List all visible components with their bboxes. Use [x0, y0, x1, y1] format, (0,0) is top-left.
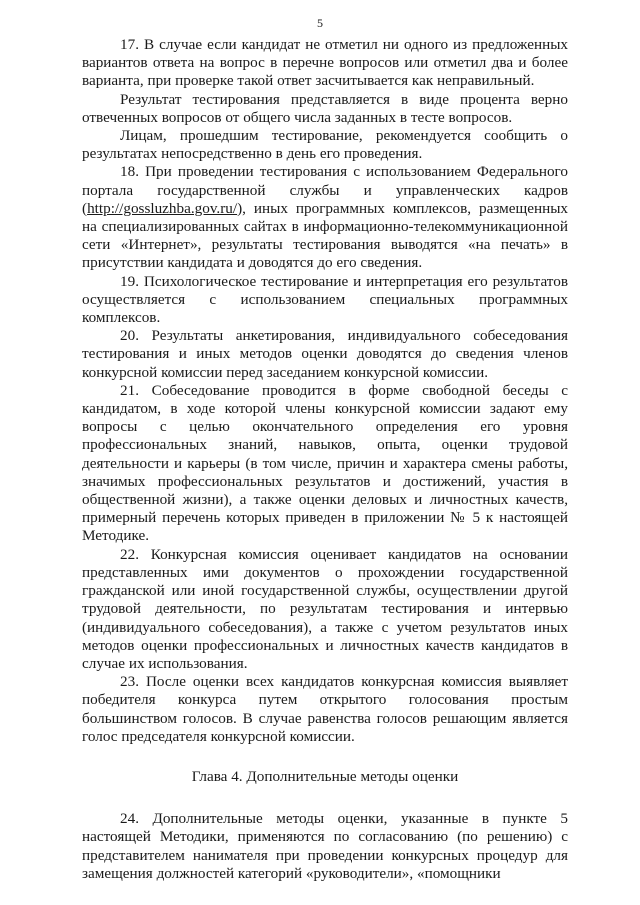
chapter-heading: Глава 4. Дополнительные методы оценки: [191, 767, 459, 785]
paragraph-18-text-start: 18. При проведении тестирования с использованием Федерального портала государственной службы и управленческих кадров (: [82, 163, 568, 217]
paragraph-23: 23. После оценки всех кандидатов конкурсная комиссия выявляет победителя конкурса путем открытого голосования простым большинством голосов. В случае равенства голосов решающим является голос председателя конкурсной комиссии.: [82, 673, 568, 745]
paragraph-21: 21. Собеседование проводится в форме свободной беседы с кандидатом, в ходе которой члены конкурсной комиссии задают ему вопросы с целью окончательного определения его уровня профессиональных знаний, навыков, опыта, оценки трудовой деятельности и карьеры (в том числе, причин и характера смены работы, значимых профессиональных результатов и достижений, участия в общественной жизни), а также оценки деловых и личностных качеств, примерный перечень которых приведен в приложении № 5 к настоящей Методике.: [82, 381, 568, 545]
paragraph-17: 17. В случае если кандидат не отметил ни одного из предложенных вариантов ответа на вопрос в перечне вопросов или отметил два и более варианта, при проверке такой ответ засчитывается как неправильный.: [82, 36, 568, 90]
paragraph-20: 20. Результаты анкетирования, индивидуального собеседования тестирования и иных методов оценки доводятся до сведения членов конкурсной комиссии перед заседанием конкурсной комиссии.: [82, 327, 568, 381]
document-body: [82, 36, 568, 883]
paragraph-inform-candidates: Лицам, прошедшим тестирование, рекомендуется сообщить о результатах непосредственно в день его проведения.: [82, 127, 568, 163]
paragraph-18-text-end: ), иных программных комплексов, размещенных на специализированных сайтах в информационно-телекоммуникационной сети «Интернет», результаты тестирования выводятся «на печать» в присутствии кандидата и доводятся до его сведения.: [82, 199, 568, 272]
paragraph-test-result: Результат тестирования представляется в виде процента верно отвеченных вопросов от общего числа заданных в тесте вопросов.: [82, 90, 568, 126]
paragraph-19: 19. Психологическое тестирование и интерпретация его результатов осуществляется с использованием специальных программных комплексов.: [82, 272, 568, 327]
paragraph-22: 22. Конкурсная комиссия оценивает кандидатов на основании представленных ими документов о прохождении государственной гражданской или иной государственной службы, осуществлении другой трудовой деятельности, по результатам тестирования и интервью (индивидуального собеседования), а также с учетом результатов иных методов оценки профессиональных и личностных качеств кандидатов в случае их использования.: [82, 545, 568, 672]
page-number: 5: [317, 16, 323, 30]
paragraph-24: 24. Дополнительные методы оценки, указанные в пункте 5 настоящей Методики, применяются по согласованию (по решению) с представителем нанимателя при проведении конкурсных процедур для замещения должностей категорий «руководители», «помощники: [82, 810, 568, 882]
paragraph-18: [82, 163, 568, 272]
gossluzhba-link[interactable]: http://gossluzhba.gov.ru/: [87, 199, 238, 217]
